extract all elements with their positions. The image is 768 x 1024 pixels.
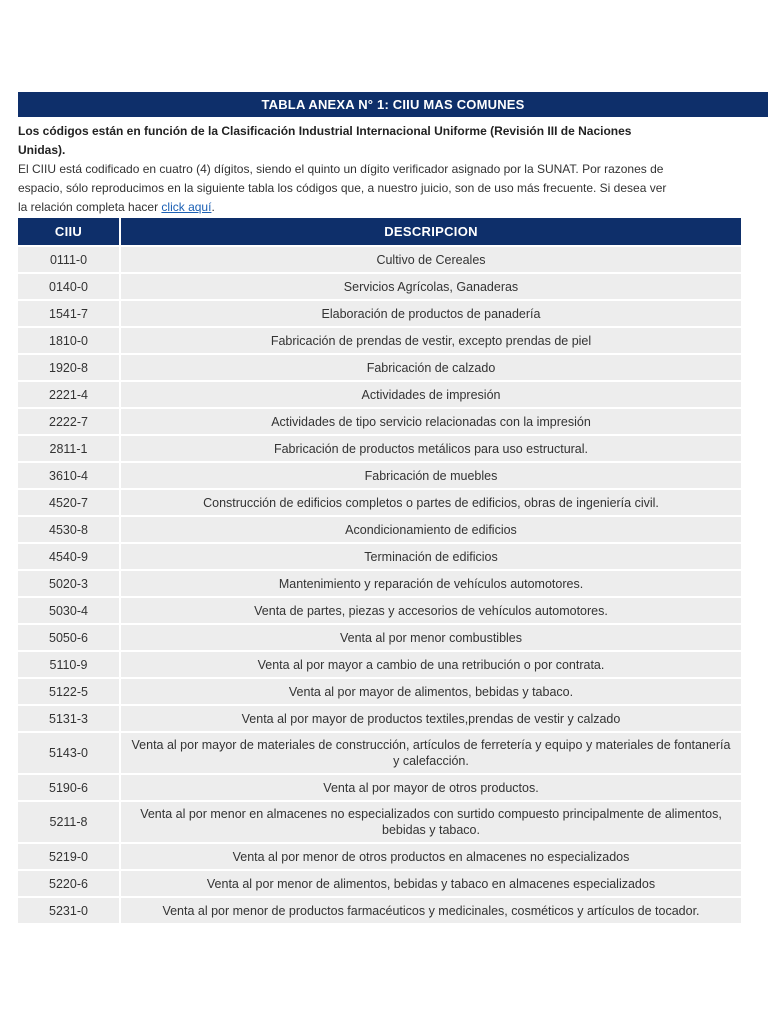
- table-row: [18, 802, 741, 842]
- description-cell: Venta de partes, piezas y accesorios de vehículos automotores.: [121, 598, 741, 623]
- ciiu-code-cell: 5110-9: [18, 652, 121, 677]
- table-row: [18, 490, 741, 515]
- table-row: [18, 625, 741, 650]
- ciiu-code-cell: 5131-3: [18, 706, 121, 731]
- table-row: [18, 598, 741, 623]
- table-row: [18, 775, 741, 800]
- description-cell: Venta al por mayor de alimentos, bebidas y tabaco.: [121, 679, 741, 704]
- ciiu-code-cell: 5190-6: [18, 775, 121, 800]
- description-cell: Construcción de edificios completos o partes de edificios, obras de ingeniería civil.: [121, 490, 741, 515]
- ciiu-code-cell: 2222-7: [18, 409, 121, 434]
- table-row: [18, 544, 741, 569]
- ciiu-code-cell: 2811-1: [18, 436, 121, 461]
- description-cell: Venta al por menor de alimentos, bebidas y tabaco en almacenes especializados: [121, 871, 741, 896]
- ciiu-code-cell: 1810-0: [18, 328, 121, 353]
- ciiu-code-cell: 5030-4: [18, 598, 121, 623]
- ciiu-code-cell: 5143-0: [18, 733, 121, 773]
- description-cell: Actividades de tipo servicio relacionadas con la impresión: [121, 409, 741, 434]
- table-row: [18, 274, 741, 299]
- table-row: [18, 463, 741, 488]
- ciiu-code-cell: 5220-6: [18, 871, 121, 896]
- intro-link-end: .: [211, 200, 215, 214]
- description-cell: Servicios Agrícolas, Ganaderas: [121, 274, 741, 299]
- table-row: [18, 382, 741, 407]
- description-cell: Terminación de edificios: [121, 544, 741, 569]
- intro-bold-text: Los códigos están en función de la Clasificación Industrial Internacional Uniforme (Revisión III de Naciones Unidas): [18, 124, 632, 157]
- description-cell: Actividades de impresión: [121, 382, 741, 407]
- description-cell: Fabricación de prendas de vestir, excepto prendas de piel: [121, 328, 741, 353]
- table-row: [18, 844, 741, 869]
- ciiu-code-cell: 4520-7: [18, 490, 121, 515]
- ciiu-code-cell: 5122-5: [18, 679, 121, 704]
- ciiu-code-cell: 3610-4: [18, 463, 121, 488]
- table-row: [18, 571, 741, 596]
- table-row: [18, 301, 741, 326]
- ciiu-code-cell: 5219-0: [18, 844, 121, 869]
- table-body: [18, 247, 741, 923]
- table-header-row: [18, 218, 741, 245]
- table-row: [18, 733, 741, 773]
- header-ciiu: CIIU: [18, 218, 121, 245]
- ciiu-code-cell: 5050-6: [18, 625, 121, 650]
- description-cell: Acondicionamiento de edificios: [121, 517, 741, 542]
- description-cell: Venta al por mayor de materiales de construcción, artículos de ferretería y equipo y materiales de fontanería y calefacción.: [121, 733, 741, 773]
- intro-bold-end: .: [62, 143, 66, 157]
- description-cell: Venta al por menor en almacenes no especializados con surtido compuesto principalmente de alimentos, bebidas y tabaco.: [121, 802, 741, 842]
- ciiu-code-cell: 0111-0: [18, 247, 121, 272]
- ciiu-code-cell: 0140-0: [18, 274, 121, 299]
- description-cell: Fabricación de calzado: [121, 355, 741, 380]
- table-row: [18, 436, 741, 461]
- ciiu-code-cell: 1920-8: [18, 355, 121, 380]
- table-row: [18, 355, 741, 380]
- description-cell: Mantenimiento y reparación de vehículos automotores.: [121, 571, 741, 596]
- ciiu-code-cell: 1541-7: [18, 301, 121, 326]
- click-here-link[interactable]: click aquí: [161, 200, 212, 214]
- description-cell: Fabricación de productos metálicos para uso estructural.: [121, 436, 741, 461]
- ciiu-code-cell: 5211-8: [18, 802, 121, 842]
- description-cell: Cultivo de Cereales: [121, 247, 741, 272]
- table-row: [18, 517, 741, 542]
- ciiu-code-cell: 4530-8: [18, 517, 121, 542]
- ciiu-code-cell: 5231-0: [18, 898, 121, 923]
- description-cell: Venta al por menor de otros productos en almacenes no especializados: [121, 844, 741, 869]
- table-title: TABLA ANEXA N° 1: CIIU MAS COMUNES: [18, 92, 768, 117]
- description-cell: Venta al por mayor de otros productos.: [121, 775, 741, 800]
- table-row: [18, 706, 741, 731]
- description-cell: Venta al por mayor a cambio de una retribución o por contrata.: [121, 652, 741, 677]
- table-row: [18, 871, 741, 896]
- description-cell: Elaboración de productos de panadería: [121, 301, 741, 326]
- description-cell: Venta al por menor de productos farmacéuticos y medicinales, cosméticos y artículos de tocador.: [121, 898, 741, 923]
- description-cell: Venta al por mayor de productos textiles,prendas de vestir y calzado: [121, 706, 741, 731]
- table-row: [18, 652, 741, 677]
- header-descripcion: DESCRIPCION: [121, 218, 741, 245]
- description-cell: Venta al por menor combustibles: [121, 625, 741, 650]
- table-row: [18, 898, 741, 923]
- table-row: [18, 328, 741, 353]
- ciiu-code-cell: 4540-9: [18, 544, 121, 569]
- ciiu-table: [18, 216, 741, 925]
- table-row: [18, 409, 741, 434]
- description-cell: Fabricación de muebles: [121, 463, 741, 488]
- ciiu-code-cell: 2221-4: [18, 382, 121, 407]
- ciiu-code-cell: 5020-3: [18, 571, 121, 596]
- table-row: [18, 679, 741, 704]
- intro-text: [18, 122, 668, 217]
- intro-paragraph: El CIIU está codificado en cuatro (4) dígitos, siendo el quinto un dígito verificador asignado por la SUNAT. Por razones de espacio, sólo reproducimos en la siguiente tabla los códigos que, a nuestro juicio, son de uso más frecuente. Si desea ver la relación completa hacer: [18, 162, 667, 214]
- table-row: [18, 247, 741, 272]
